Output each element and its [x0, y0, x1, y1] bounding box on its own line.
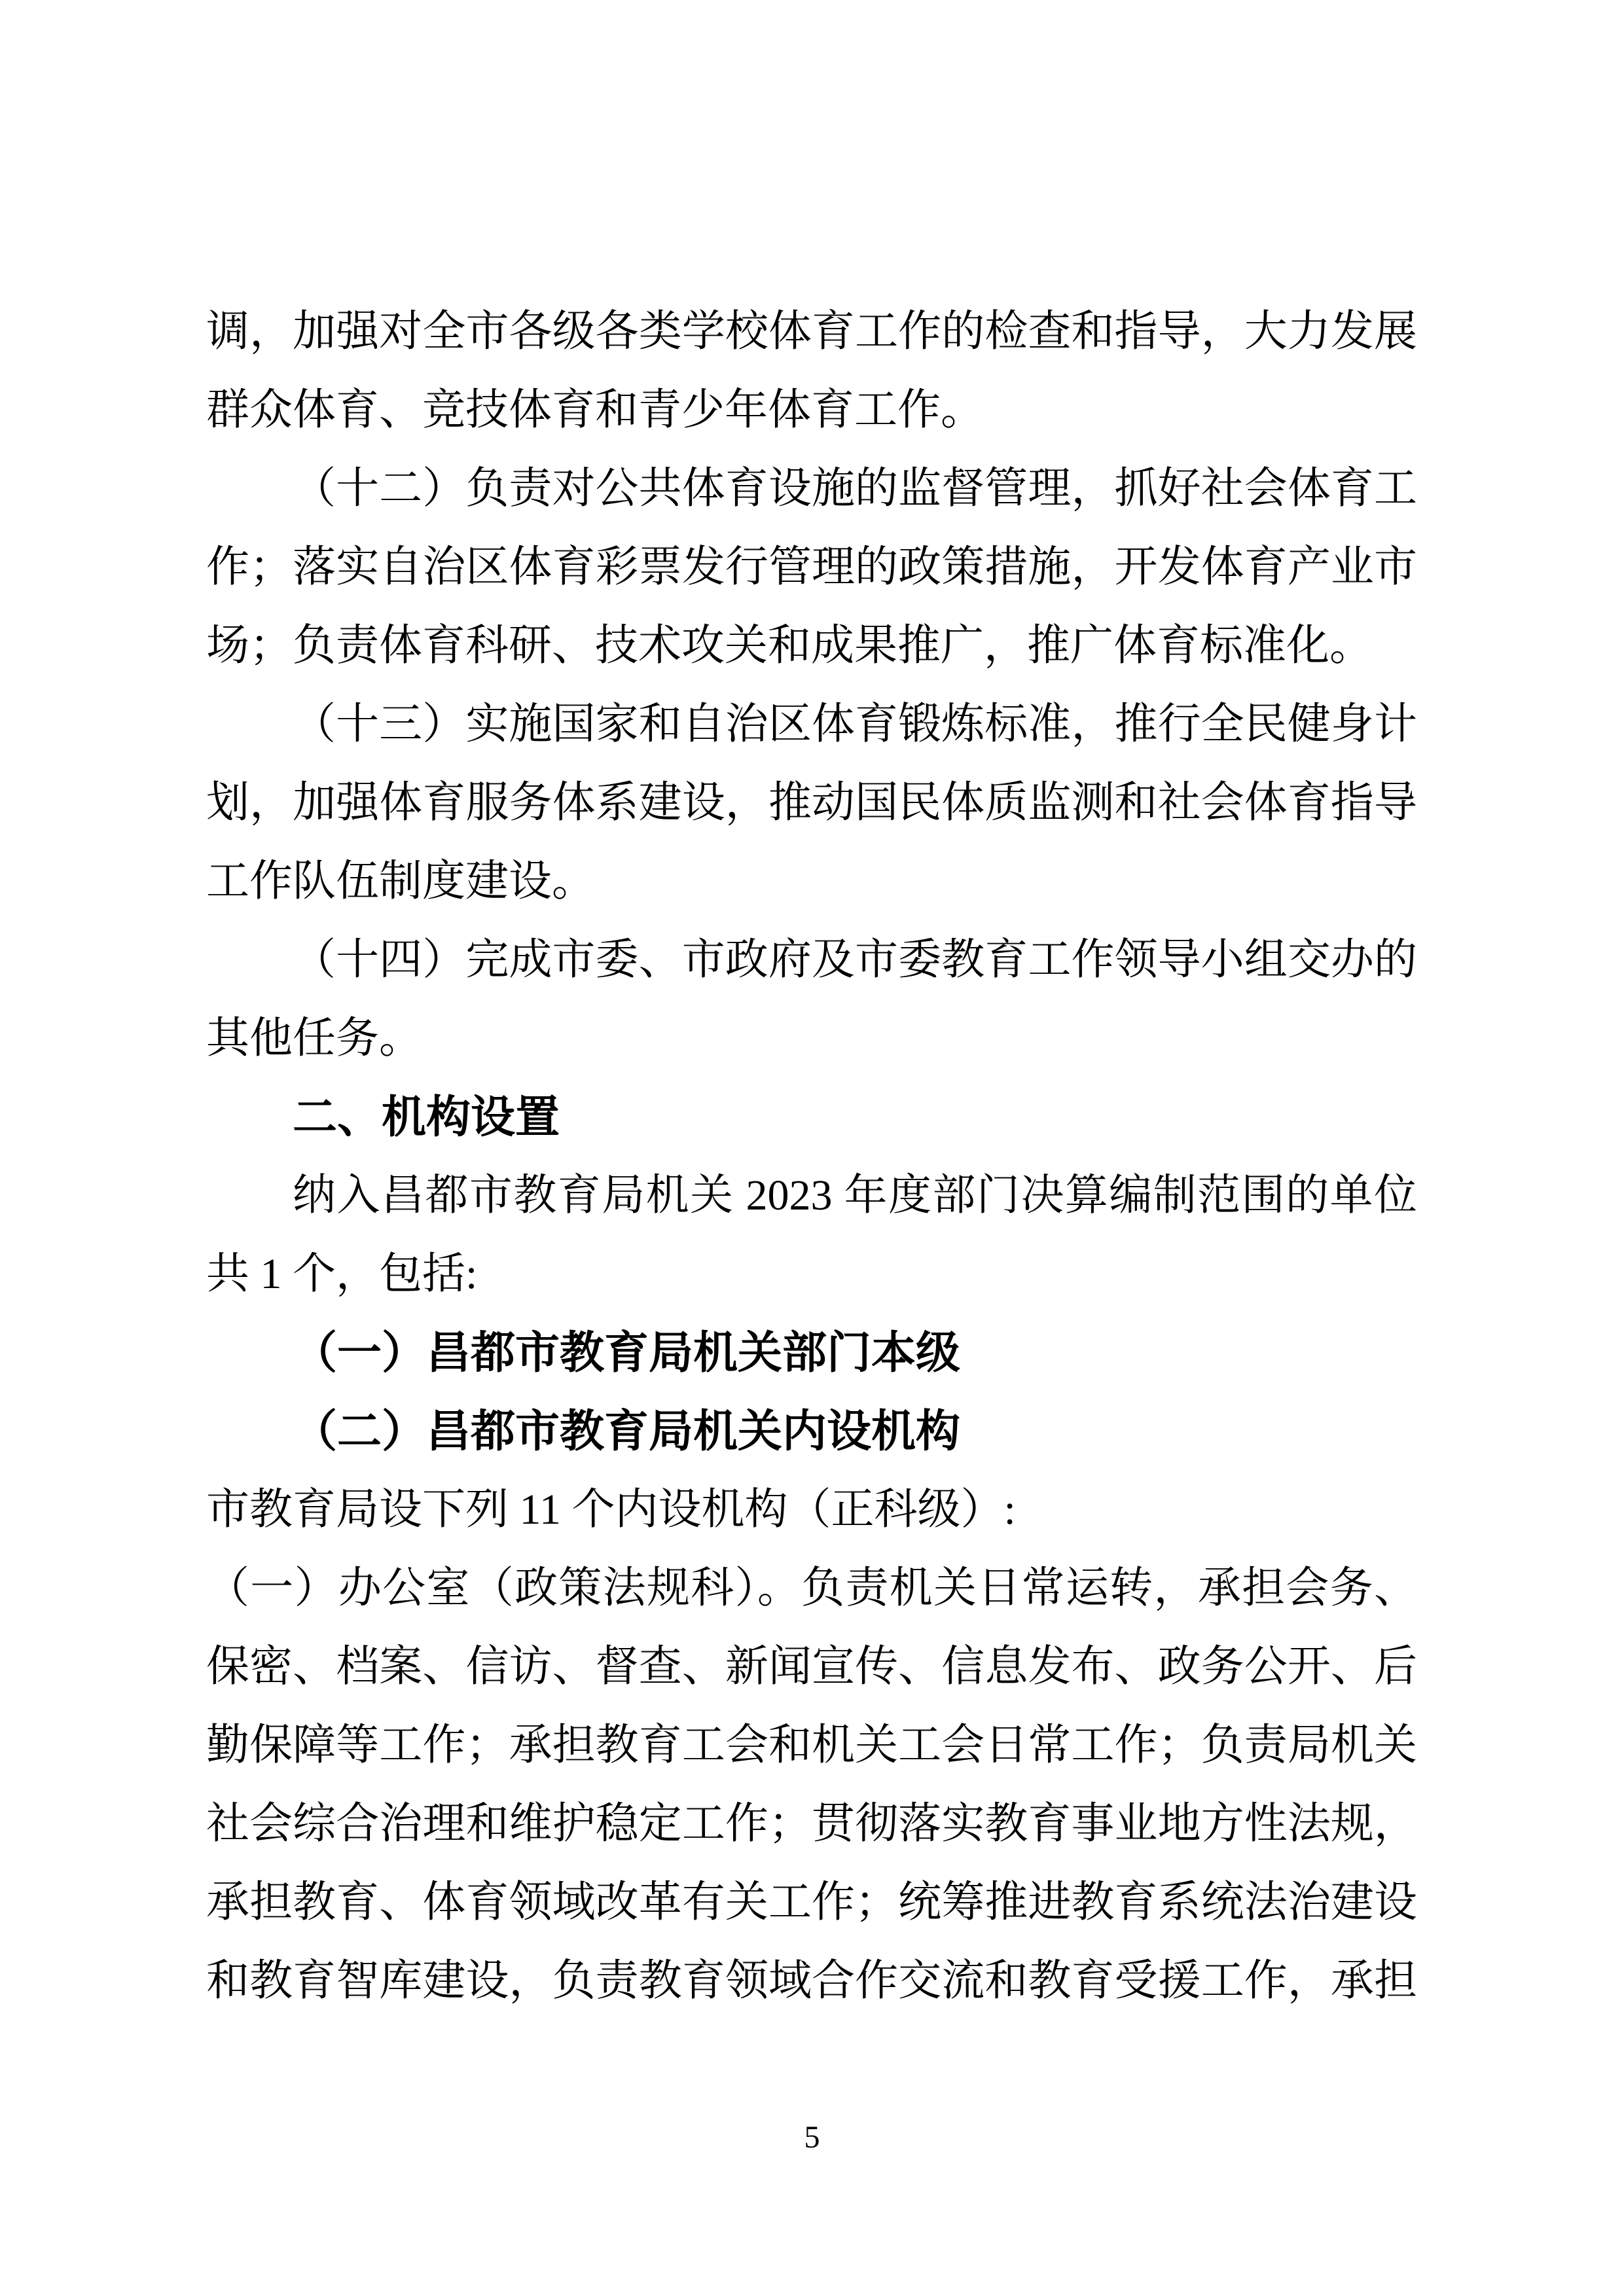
body-text-line: 调，加强对全市各级各类学校体育工作的检查和指导，大力发展 — [206, 308, 1417, 355]
body-text-line: 场；负责体育科研、技术攻关和成果推广，推广体育标准化。 — [206, 622, 1373, 670]
body-text-line: 群众体育、竞技体育和青少年体育工作。 — [206, 386, 984, 434]
body-text-line: （十二）负责对公共体育设施的监督管理，抓好社会体育工 — [293, 465, 1417, 512]
body-text-line: 承担教育、体育领域改革有关工作；统筹推进教育系统法治建设 — [206, 1878, 1417, 1926]
page-number: 5 — [804, 2120, 820, 2155]
section-heading-orgs: 二、机构设置 — [293, 1092, 560, 1142]
subsection-heading-main: （一）昌都市教育局机关部门本级 — [293, 1328, 961, 1378]
body-text-line: （一）办公室（政策法规科）。负责机关日常运转，承担会务、 — [206, 1564, 1417, 1612]
body-text-line: 市教育局设下列 11 个内设机构（正科级）: — [206, 1486, 1016, 1534]
body-text-line: 工作队伍制度建设。 — [206, 857, 595, 905]
body-text-line: 保密、档案、信访、督查、新闻宣传、信息发布、政务公开、后 — [206, 1643, 1417, 1691]
body-text-line: 其他任务。 — [206, 1014, 422, 1062]
body-text-line: 划，加强体育服务体系建设，推动国民体质监测和社会体育指导 — [206, 779, 1417, 827]
body-text-line: 纳入昌都市教育局机关 2023 年度部门决算编制范围的单位 — [293, 1172, 1417, 1219]
subsection-heading-internal: （二）昌都市教育局机关内设机构 — [293, 1407, 961, 1456]
body-text-line: （十四）完成市委、市政府及市委教育工作领导小组交办的 — [293, 936, 1417, 984]
body-text-line: 和教育智库建设，负责教育领域合作交流和教育受援工作，承担 — [206, 1957, 1417, 2005]
body-text-line: 社会综合治理和维护稳定工作；贯彻落实教育事业地方性法规， — [206, 1800, 1417, 1848]
document-body — [206, 293, 1417, 2020]
body-text-line: （十三）实施国家和自治区体育锻炼标准，推行全民健身计 — [293, 700, 1417, 748]
body-text-line: 作；落实自治区体育彩票发行管理的政策措施，开发体育产业市 — [206, 543, 1417, 591]
body-text-line: 共 1 个，包括: — [206, 1250, 478, 1298]
body-text-line: 勤保障等工作；承担教育工会和机关工会日常工作；负责局机关 — [206, 1721, 1417, 1769]
